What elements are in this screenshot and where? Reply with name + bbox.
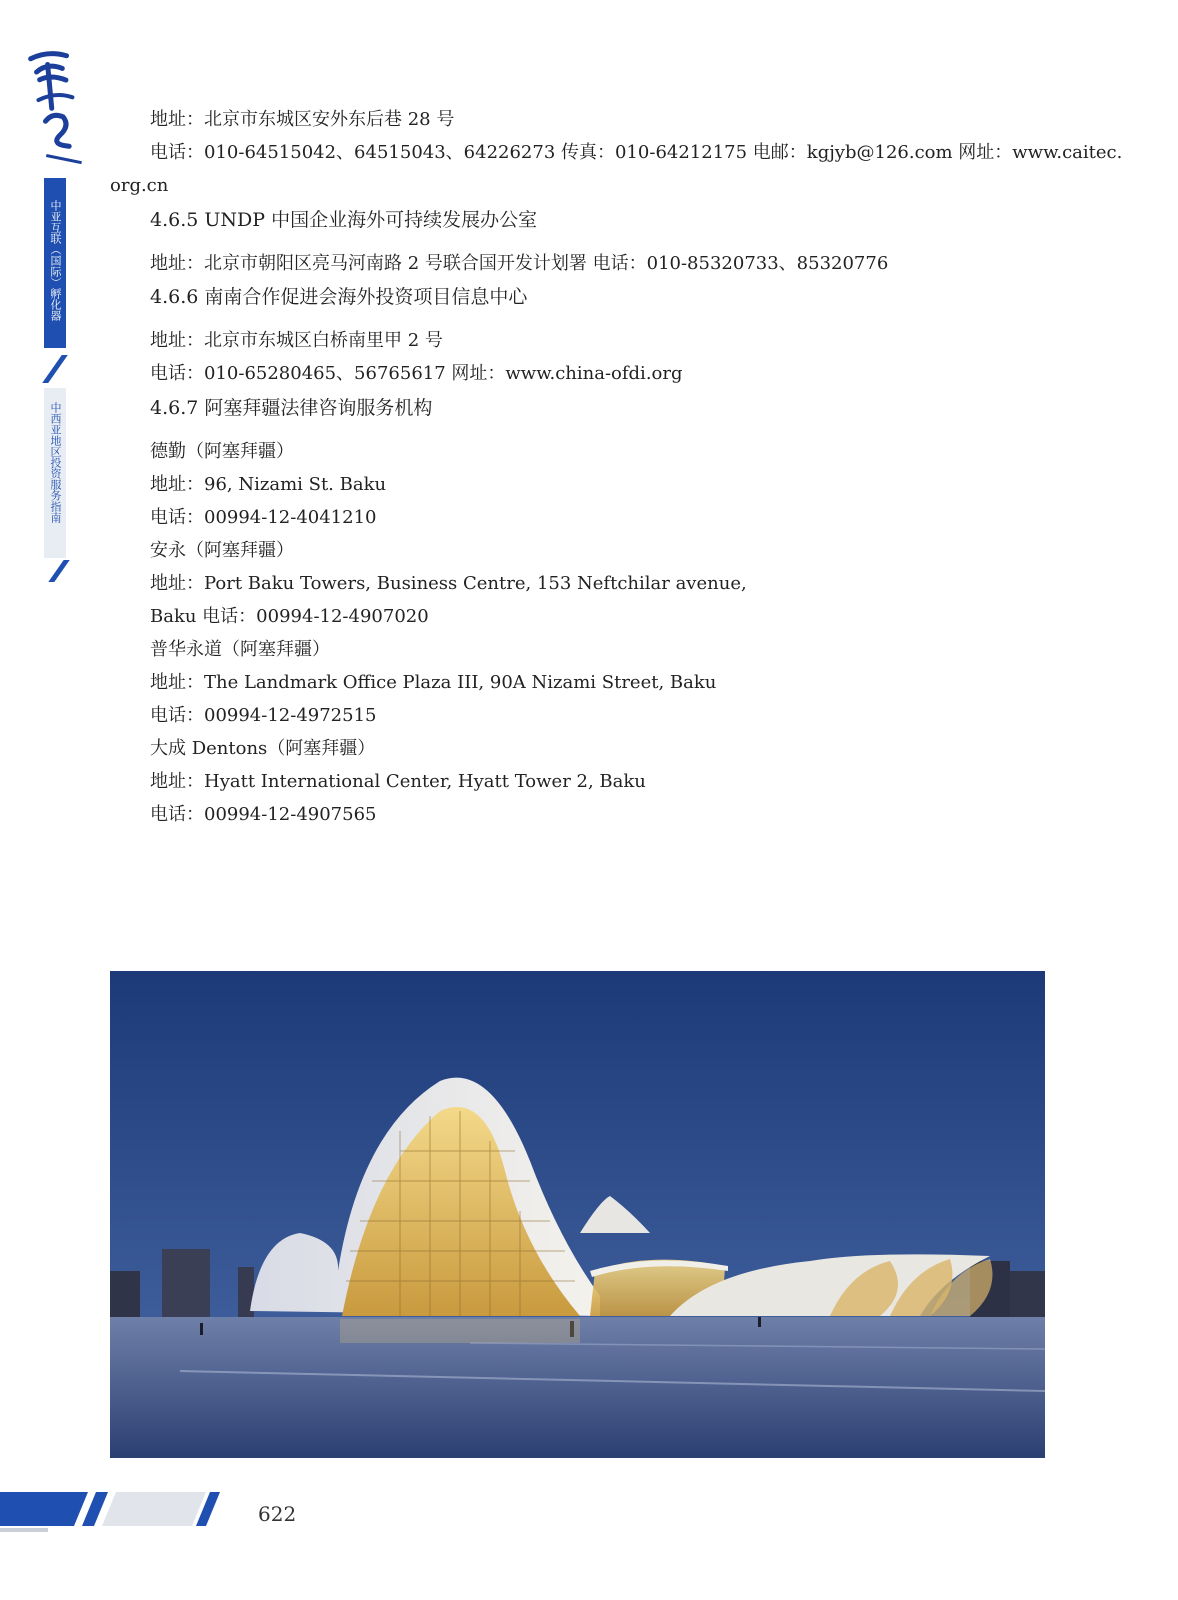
firm-address: 地址：96, Nizami St. Baku xyxy=(150,474,387,495)
divider-slash xyxy=(42,355,68,383)
firm-address: 地址：Port Baku Towers, Business Centre, 153 Neftchilar avenue, xyxy=(150,573,747,594)
footer-stripes-icon xyxy=(0,1492,240,1552)
logo-calligraphy xyxy=(26,46,83,174)
address-line: 地址：北京市东城区白桥南里甲 2 号 xyxy=(150,330,443,351)
firm-phone: 电话：00994-12-4041210 xyxy=(150,507,377,528)
series-title: 中亚互联（国际）孵化器 xyxy=(49,200,62,321)
firm-phone: 电话：00994-12-4907565 xyxy=(150,804,377,825)
contact-line: 电话：010-64515042、64515043、64226273 传真：010-64212175 电邮：kgjyb@126.com 网址：www.caitec. xyxy=(150,142,1123,163)
contact-line: 电话：010-65280465、56765617 网址：www.china-ofdi.org xyxy=(150,363,683,384)
firm-name: 普华永道（阿塞拜疆） xyxy=(150,639,330,660)
section-heading-4-6-5: 4.6.5 UNDP 中国企业海外可持续发展办公室 xyxy=(150,209,538,231)
firm-name: 德勤（阿塞拜疆） xyxy=(150,441,294,462)
sidebar-decoration xyxy=(0,0,80,600)
address-line: 地址：北京市东城区安外东后巷 28 号 xyxy=(150,109,455,130)
firm-address: 地址：The Landmark Office Plaza III, 90A Nizami Street, Baku xyxy=(150,672,717,693)
section-heading-4-6-6: 4.6.6 南南合作促进会海外投资项目信息中心 xyxy=(150,286,528,308)
building-photo xyxy=(110,971,1045,1458)
book-title: 中西亚地区投资服务指南 xyxy=(49,402,62,523)
firm-phone: 电话：00994-12-4972515 xyxy=(150,705,377,726)
firm-address-phone: Baku 电话：00994-12-4907020 xyxy=(150,606,429,627)
page-number: 622 xyxy=(258,1502,297,1526)
logo-brush-icon xyxy=(26,45,86,170)
firm-name: 大成 Dentons（阿塞拜疆） xyxy=(150,738,376,759)
building-illustration xyxy=(110,971,1045,1458)
address-contact-line: 地址：北京市朝阳区亮马河南路 2 号联合国开发计划署 电话：010-85320733、85320776 xyxy=(150,253,889,274)
firm-address: 地址：Hyatt International Center, Hyatt Tower 2, Baku xyxy=(150,771,646,792)
section-heading-4-6-7: 4.6.7 阿塞拜疆法律咨询服务机构 xyxy=(150,397,433,419)
divider-slash xyxy=(48,560,69,582)
firm-name: 安永（阿塞拜疆） xyxy=(150,540,294,561)
contact-line-continued: org.cn xyxy=(110,175,169,196)
